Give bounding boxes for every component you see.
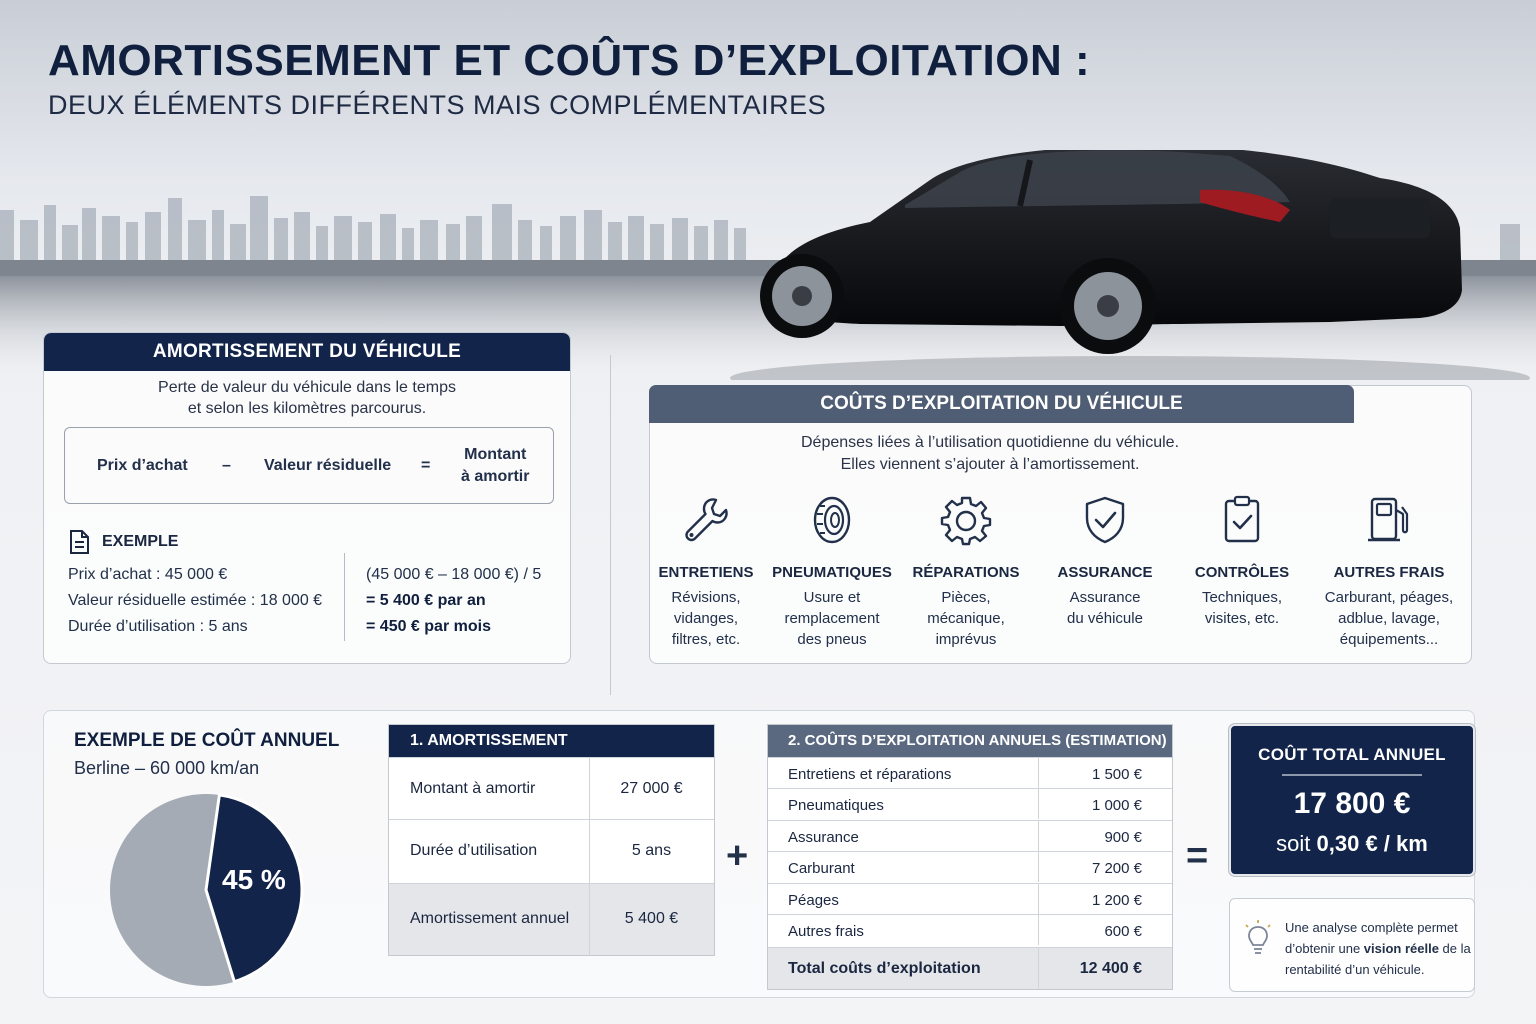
table-row	[768, 820, 1172, 851]
category-line: filtres, etc.	[671, 631, 741, 648]
per-km-prefix: soit	[1276, 831, 1317, 856]
row-value: 5 400 €	[624, 910, 679, 927]
tire-icon	[806, 494, 858, 546]
formula-prix-achat: Prix d’achat	[97, 457, 188, 474]
category-line: des pneus	[797, 631, 867, 648]
section-divider	[610, 355, 611, 695]
table-row	[389, 757, 714, 823]
example-prix-achat: Prix d’achat : 45 000 €	[68, 566, 228, 583]
table-row	[768, 914, 1172, 945]
total-annual-cost	[1229, 724, 1475, 876]
description-line: Elles viennent s’ajouter à l’amortissement.	[840, 456, 1140, 473]
formula-equals: =	[421, 457, 431, 474]
category-title: CONTRÔLES	[1194, 564, 1290, 581]
row-value: 1 000 €	[1091, 797, 1142, 814]
category-title: ASSURANCE	[1057, 564, 1153, 581]
category-description	[762, 587, 902, 650]
category-line: équipements...	[1339, 631, 1439, 648]
category-line: Techniques,	[1201, 589, 1283, 606]
total-per-km	[1231, 831, 1473, 857]
category-description	[1035, 587, 1175, 629]
row-label: Assurance	[788, 829, 859, 846]
example-calc: (45 000 € – 18 000 €) / 5	[366, 566, 542, 583]
category-entretiens	[636, 494, 776, 650]
shield-check-icon	[1079, 494, 1131, 546]
couts-description	[650, 432, 1330, 476]
equals-sign: =	[1186, 835, 1209, 877]
row-value: 5 ans	[631, 842, 672, 859]
category-title: ENTRETIENS	[658, 564, 754, 581]
category-line: mécanique,	[927, 610, 1005, 627]
row-label: Amortissement annuel	[410, 910, 570, 927]
per-km-value: 0,30 € / km	[1316, 831, 1428, 856]
amortissement-formula	[64, 427, 554, 504]
category-description	[636, 587, 776, 650]
category-line: imprévus	[935, 631, 997, 648]
amortissement-table	[388, 724, 715, 956]
category-pneumatiques	[762, 494, 902, 650]
category-assurance	[1035, 494, 1175, 629]
table-heading: 1. AMORTISSEMENT	[389, 725, 714, 757]
example-separator	[344, 553, 345, 641]
couts-exploitation-table	[767, 724, 1173, 990]
category-description	[896, 587, 1036, 650]
gear-icon	[940, 494, 992, 546]
row-label: Carburant	[788, 860, 855, 877]
info-text-bold: vision réelle	[1363, 941, 1439, 956]
formula-montant-amortir	[461, 444, 529, 488]
category-line: vidanges,	[673, 610, 739, 627]
annual-subtitle: Berline – 60 000 km/an	[74, 758, 260, 778]
category-title: RÉPARATIONS	[912, 564, 1020, 581]
category-title: AUTRES FRAIS	[1333, 564, 1445, 581]
info-text-part: de la rentabilité d’un véhicule.	[1285, 941, 1471, 977]
table-row	[768, 788, 1172, 819]
row-label: Montant à amortir	[410, 780, 536, 797]
row-value: 7 200 €	[1091, 860, 1142, 877]
table-row	[389, 819, 714, 885]
category-line: visites, etc.	[1204, 610, 1280, 627]
example-per-month: = 450 € par mois	[366, 618, 491, 635]
formula-result-line: à amortir	[461, 468, 530, 485]
example-valeur-residuelle: Valeur résiduelle estimée : 18 000 €	[68, 592, 323, 609]
total-divider	[1282, 774, 1422, 776]
formula-valeur-residuelle: Valeur résiduelle	[264, 457, 392, 474]
description-line: Perte de valeur du véhicule dans le temps	[158, 379, 456, 396]
row-value: 1 200 €	[1091, 892, 1142, 909]
formula-minus: –	[222, 457, 231, 474]
annual-title: EXEMPLE DE COÛT ANNUEL	[74, 730, 340, 751]
plus-sign: +	[726, 835, 749, 877]
amortissement-heading: AMORTISSEMENT DU VÉHICULE	[44, 333, 570, 371]
category-line: Usure et	[803, 589, 861, 606]
row-label: Pneumatiques	[788, 797, 884, 814]
info-text-part: Une analyse complète permet d’obtenir une	[1285, 920, 1458, 956]
couts-heading: COÛTS D’EXPLOITATION DU VÉHICULE	[649, 385, 1354, 423]
category-controles	[1172, 494, 1312, 629]
category-title: PNEUMATIQUES	[772, 564, 892, 581]
example-inputs	[68, 562, 322, 640]
example-duree: Durée d’utilisation : 5 ans	[68, 618, 248, 635]
wrench-icon	[680, 494, 732, 546]
category-line: Carburant, péages,	[1324, 589, 1454, 606]
clipboard-check-icon	[1216, 494, 1268, 546]
amortissement-description	[44, 377, 570, 419]
row-label: Autres frais	[788, 923, 864, 940]
info-note	[1229, 898, 1475, 992]
wheel-icon	[760, 254, 844, 338]
category-description	[1309, 587, 1469, 650]
table-heading: 2. COÛTS D’EXPLOITATION ANNUELS (ESTIMATION)	[768, 725, 1172, 757]
category-reparations	[896, 494, 1036, 650]
row-value: 1 500 €	[1091, 766, 1142, 783]
page-subtitle: DEUX ÉLÉMENTS DIFFÉRENTS MAIS COMPLÉMENTAIRES	[48, 90, 827, 120]
category-line: Pièces,	[941, 589, 991, 606]
document-icon	[68, 530, 90, 554]
example-calculation	[366, 562, 541, 640]
category-autres-frais	[1309, 494, 1469, 650]
total-value: 12 400 €	[1079, 960, 1142, 977]
info-text	[1285, 917, 1471, 980]
total-title: COÛT TOTAL ANNUEL	[1258, 745, 1446, 764]
amortissement-card	[43, 332, 571, 664]
total-amount: 17 800 €	[1293, 787, 1411, 820]
description-line: et selon les kilomètres parcourus.	[187, 400, 427, 417]
category-line: Assurance	[1069, 589, 1141, 606]
table-row	[768, 851, 1172, 882]
table-row	[389, 883, 714, 955]
row-label: Durée d’utilisation	[410, 842, 538, 859]
row-label: Péages	[788, 892, 839, 909]
category-line: adblue, lavage,	[1338, 610, 1440, 627]
row-value: 27 000 €	[620, 780, 683, 797]
table-row	[768, 757, 1172, 788]
lightbulb-icon	[1242, 919, 1274, 959]
pie-percentage-label: 45 %	[222, 864, 286, 895]
total-label: Total coûts d’exploitation	[788, 960, 981, 977]
description-line: Dépenses liées à l’utilisation quotidienne du véhicule.	[800, 434, 1180, 451]
page-title: AMORTISSEMENT ET COÛTS D’EXPLOITATION :	[48, 36, 1091, 85]
category-line: remplacement	[784, 610, 880, 627]
formula-result-line: Montant	[464, 446, 527, 463]
couts-exploitation-card	[649, 385, 1472, 664]
row-label: Entretiens et réparations	[788, 766, 952, 783]
example-per-year: = 5 400 € par an	[366, 592, 486, 609]
example-title: EXEMPLE	[102, 533, 179, 550]
fuel-pump-icon	[1363, 494, 1415, 546]
row-value: 600 €	[1104, 923, 1142, 940]
wheel-icon	[1060, 258, 1156, 354]
table-row	[768, 883, 1172, 914]
category-line: du véhicule	[1067, 610, 1143, 627]
category-line: Révisions,	[671, 589, 741, 606]
row-value: 900 €	[1104, 829, 1142, 846]
category-description	[1172, 587, 1312, 629]
table-total-row	[768, 947, 1172, 989]
